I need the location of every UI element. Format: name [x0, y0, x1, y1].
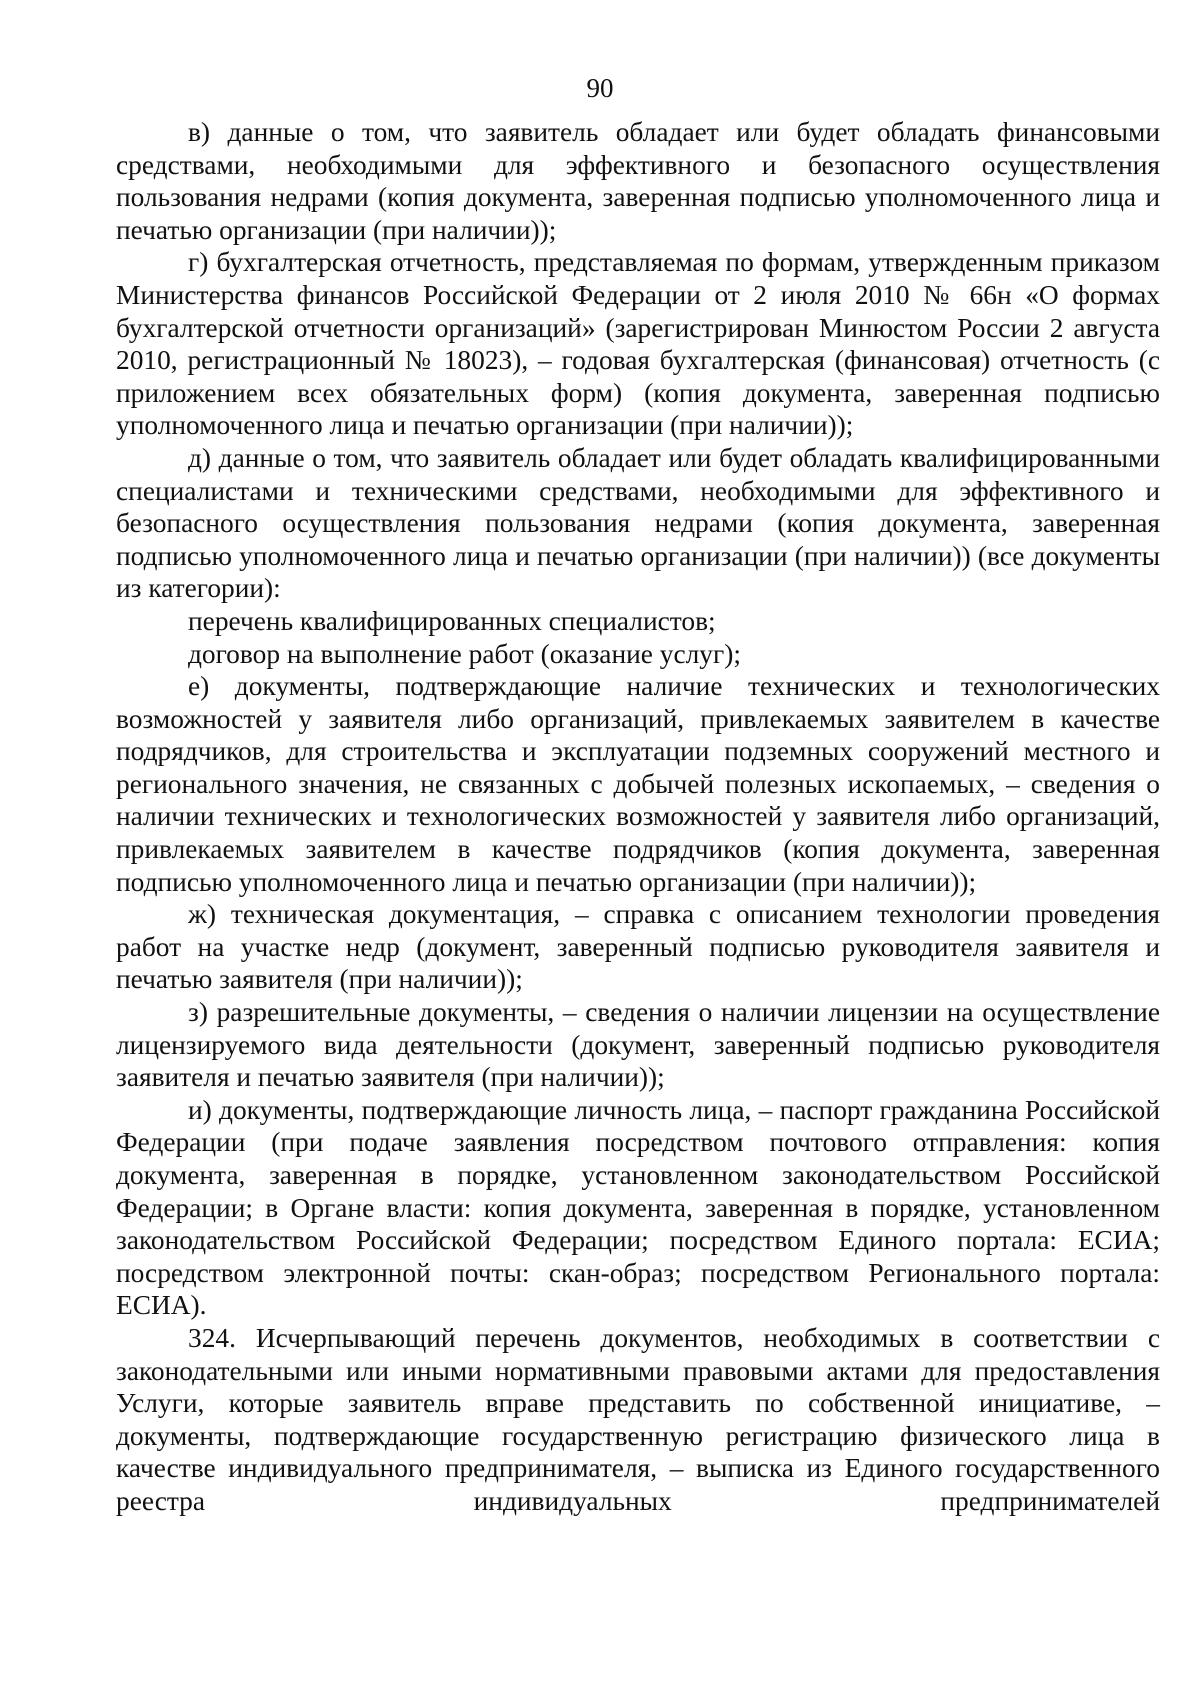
- paragraph-technical-documentation: ж) техническая документация, – справка с описанием технологии проведения работ на участке недр (документ, заверенный подписью руководителя заявителя и печатью заявителя (при наличии));: [116, 899, 1160, 995]
- paragraph-work-contract: договор на выполнение работ (оказание услуг);: [188, 638, 741, 669]
- paragraph-specialists-list: перечень квалифицированных специалистов;: [188, 605, 716, 636]
- paragraph-identity-documents: и) документы, подтверждающие личность лица, – паспорт гражданина Российской Федерации (при подаче заявления посредством почтового отправления: копия документа, заверенная в порядке, установленном законодательством Российской Федерации; в Органе власти: копия документа, заверенная в порядке, установленном законодательством Российской Федерации; посредством Единого портала: ЕСИА; посредством электронной почты: скан-образ; посредством Регионального портала: ЕСИА).: [116, 1094, 1160, 1321]
- paragraph-permits: з) разрешительные документы, – сведения о наличии лицензии на осуществление лицензируемого вида деятельности (документ, заверенный подписью руководителя заявителя и печатью заявителя (при наличии));: [116, 997, 1160, 1093]
- document-body: [116, 116, 1160, 1518]
- paragraph-accounting-statements: г) бухгалтерская отчетность, представляемая по формам, утвержденным приказом Министерства финансов Российской Федерации от 2 июля 2010 № 66н «О формах бухгалтерской отчетности организаций» (зарегистрирован Минюстом России 2 августа 2010, регистрационный № 18023), – годовая бухгалтерская (финансовая) отчетность (с приложением всех обязательных форм) (копия документа, заверенная подписью уполномоченного лица и печатью организации (при наличии));: [116, 247, 1160, 441]
- paragraph-financial-means: в) данные о том, что заявитель обладает или будет обладать финансовыми средствами, необходимыми для эффективного и безопасного осуществления пользования недрами (копия документа, заверенная подписью уполномоченного лица и печатью организации (при наличии));: [116, 117, 1160, 245]
- paragraph-324-documents-list: 324. Исчерпывающий перечень документов, необходимых в соответствии с законодательными или иными нормативными правовыми актами для предоставления Услуги, которые заявитель вправе представить по собственной инициативе, – документы, подтверждающие государственную регистрацию физического лица в качестве индивидуального предпринимателя, – выписка из Единого государственного реестра индивидуальных предпринимателей: [116, 1322, 1160, 1516]
- paragraph-technical-capabilities: е) документы, подтверждающие наличие технических и технологических возможностей у заявителя либо организаций, привлекаемых заявителем в качестве подрядчиков, для строительства и эксплуатации подземных сооружений местного и регионального значения, не связанных с добычей полезных ископаемых, – сведения о наличии технических и технологических возможностей у заявителя либо организаций, привлекаемых заявителем в качестве подрядчиков (копия документа, заверенная подписью уполномоченного лица и печатью организации (при наличии));: [116, 671, 1160, 897]
- page-number: 90: [586, 73, 614, 103]
- paragraph-qualified-specialists: д) данные о том, что заявитель обладает или будет обладать квалифицированными специалистами и техническими средствами, необходимыми для эффективного и безопасного осуществления пользования недрами (копия документа, заверенная подписью уполномоченного лица и печатью организации (при наличии)) (все документы из категории):: [116, 442, 1160, 604]
